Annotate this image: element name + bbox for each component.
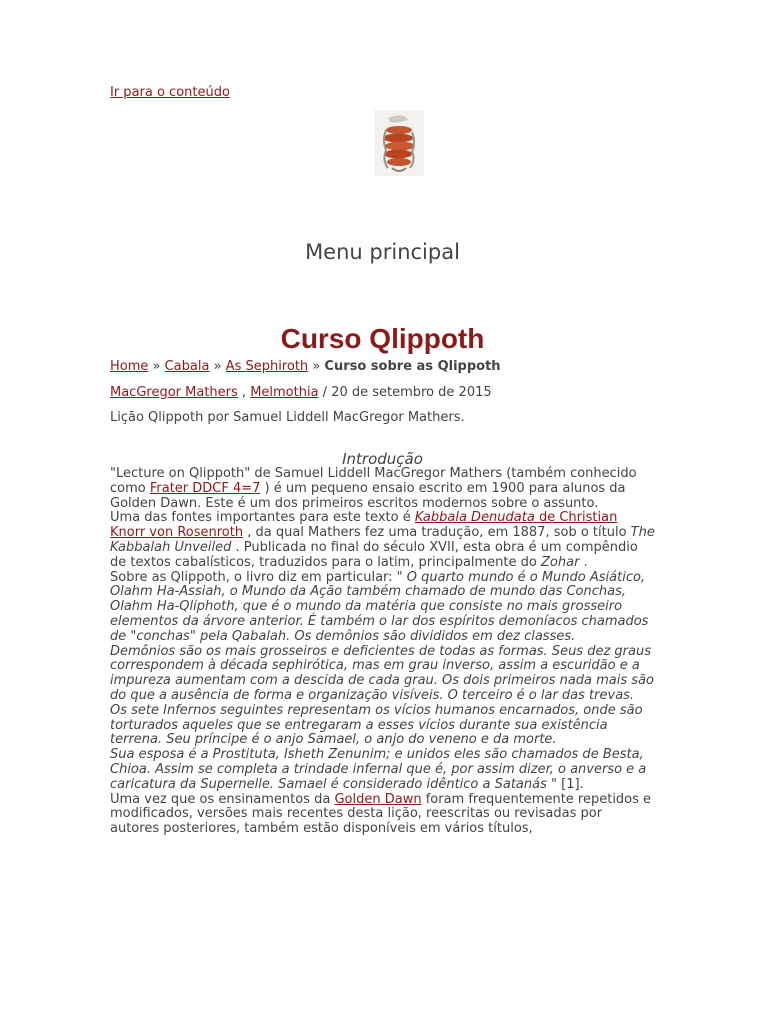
serpent-spiral-logo-icon[interactable] — [374, 110, 424, 176]
breadcrumb-home[interactable]: Home — [110, 359, 149, 374]
breadcrumb-separator: » — [308, 359, 325, 374]
book-title: Zohar — [541, 554, 580, 570]
text: Uma vez que os ensinamentos da — [110, 791, 335, 807]
text: "Lecture on Qlippoth" de Samuel Liddell MacGregor Mathers (também conhecido como — [110, 466, 637, 496]
breadcrumb-sephiroth[interactable]: As Sephiroth — [225, 359, 309, 374]
category-link[interactable]: Melmothia — [250, 385, 319, 400]
breadcrumb-current: Curso sobre as Qlippoth — [324, 359, 501, 374]
quote-text: O quarto mundo é o Mundo Asiático, Olahm Ha-Assiah, o Mundo da Ação também chamado de mundo das Conchas, Olahm Ha-Qliphoth, que é o mundo da matéria que consiste no mais grosseiro elementos da árvore anterior. É também o lar dos espíritos demoníacos chamados de "conchas" pela Qabalah. Os demônios são divididos em dez classes. — [110, 569, 649, 644]
paragraph-2 — [110, 511, 655, 570]
author-link[interactable]: MacGregor Mathers — [110, 385, 238, 400]
breadcrumb-cabala[interactable]: Cabala — [164, 359, 210, 374]
lesson-line: Lição Qlippoth por Samuel Liddell MacGregor Mathers. — [110, 410, 465, 425]
paragraph-5 — [110, 748, 655, 792]
text: Sobre as Qlippoth, o livro diz em particular: " — [110, 569, 407, 585]
post-date: / 20 de setembro de 2015 — [318, 385, 492, 400]
paragraph-4 — [110, 645, 655, 749]
intro-heading: Introdução — [342, 450, 423, 468]
breadcrumb-separator: » — [209, 359, 226, 374]
frater-ddcf-link[interactable]: Frater DDCF 4=7 — [149, 480, 261, 496]
meta-separator: , — [237, 385, 251, 400]
text: ) é um pequeno ensaio escrito em 1900 para alunos da Golden Dawn. Este é um dos primeiros escritos modernos sobre o assunto. — [110, 480, 626, 511]
quote-text: Sua esposa é a Prostituta, Isheth Zenunim; e unidos eles são chamados de Besta, Chioa. Assim se completa a trindade infernal que é, por assim dizer, o anverso e a caricatura da Supernelle. Samael é considerado idêntico a Satanás — [110, 747, 647, 792]
text: . Publicada no final do século XVII, esta obra é um compêndio de textos cabalísticos, traduzidos para o latim, principalmente do — [110, 539, 638, 570]
text: Uma das fontes importantes para este texto é — [110, 510, 415, 526]
quote-text: Demônios são os mais grosseiros e deficientes de todas as formas. Seus dez graus correspondem à década sephirótica, mas em grau inverso, assim a escuridão e a impureza aumentam com a descida de cada grau. Os dois primeiros nada mais são do que a ausência de forma e organização visíveis. O terceiro é o lar das trevas. Os sete Infernos seguintes representam os vícios humanos encarnados, onde são torturados aqueles que se entregaram a esses vícios durante sua existência terrena. Seu príncipe é o anjo Samael, o anjo do veneno e da morte. — [110, 643, 654, 748]
golden-dawn-link[interactable]: Golden Dawn — [334, 791, 422, 807]
breadcrumb — [110, 359, 501, 374]
text: , da qual Mathers fez uma tradução, em 1887, sob o título — [243, 525, 631, 541]
main-menu-title[interactable]: Menu principal — [305, 240, 460, 264]
skip-to-content-link[interactable]: Ir para o conteúdo — [110, 85, 230, 100]
footnote-ref: " [1]. — [551, 776, 584, 792]
link-title: Kabbala Denudata — [414, 510, 535, 526]
text: foram frequentemente repetidos e modificados, versões mais recentes desta lição, reescritas ou revisadas por autores posteriores, também estão disponíveis em vários títulos, — [110, 791, 652, 837]
breadcrumb-separator: » — [148, 359, 165, 374]
link-text: de Christian Knorr von Rosenroth — [110, 510, 618, 541]
article-body — [110, 467, 655, 837]
paragraph-1 — [110, 467, 655, 511]
text: . — [579, 554, 588, 570]
page-title: Curso Qlippoth — [280, 323, 485, 354]
paragraph-3 — [110, 571, 655, 645]
paragraph-6 — [110, 793, 655, 837]
post-meta — [110, 385, 492, 400]
book-title: The Kabbalah Unveiled — [110, 525, 655, 555]
